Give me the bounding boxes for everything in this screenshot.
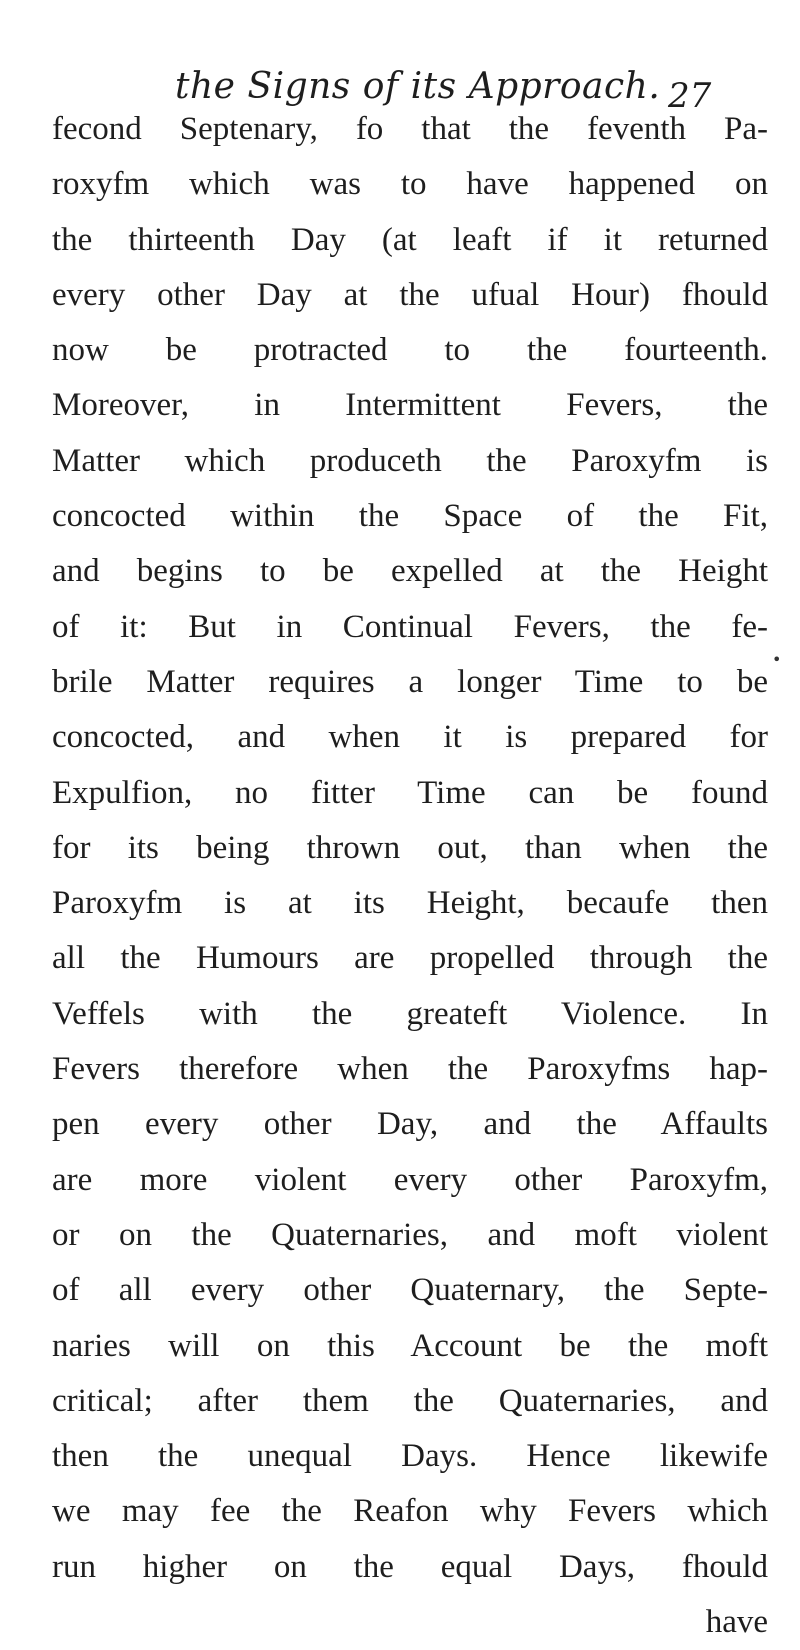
margin-mark: • [772,650,782,669]
running-title: the Signs of its Approach. [175,66,661,107]
text-line: then the unequal Days. Hence likewife [52,1438,768,1475]
text-line: concocted, and when it is prepared for [52,719,768,756]
text-line: for its being thrown out, than when the [52,829,768,866]
text-line: Moreover, in Intermittent Fevers, the [52,387,768,424]
text-line: all the Humours are propelled through the [52,940,768,977]
text-line: every other Day at the ufual Hour) fhould [52,276,768,313]
text-line: now be protracted to the fourteenth. [52,332,768,369]
text-line: concocted within the Space of the Fit, [52,498,768,535]
text-line: run higher on the equal Days, fhould [52,1548,768,1585]
text-line: we may fee the Reafon why Fevers which [52,1493,768,1530]
text-line: roxyfm which was to have happened on [52,166,768,203]
text-line: brile Matter requires a longer Time to be [52,663,768,700]
text-line: the thirteenth Day (at leaft if it returned [52,221,768,258]
text-line: or on the Quaternaries, and moft violent [52,1216,768,1253]
text-line: fecond Septenary, fo that the feventh Pa- [52,111,768,147]
text-line: Veffels with the greateft Violence. In [52,995,768,1032]
catchword: have [705,1604,768,1641]
text-line: naries will on this Account be the moft [52,1327,768,1364]
page-number: 27 [668,76,712,116]
text-line: Paroxyfm is at its Height, becaufe then [52,885,768,922]
text-line: and begins to be expelled at the Height [52,553,768,590]
text-line: are more violent every other Paroxyfm, [52,1161,768,1198]
text-line: of it: But in Continual Fevers, the fe- [52,608,768,645]
text-line: Fevers therefore when the Paroxyfms hap- [52,1051,768,1088]
text-line: critical; after them the Quaternaries, and [52,1382,768,1419]
body-text [52,102,768,1650]
text-line: pen every other Day, and the Affaults [52,1106,768,1143]
text-line: of all every other Quaternary, the Septe- [52,1272,768,1309]
text-line: Matter which produceth the Paroxyfm is [52,442,768,479]
text-line: Expulfion, no fitter Time can be found [52,774,768,811]
